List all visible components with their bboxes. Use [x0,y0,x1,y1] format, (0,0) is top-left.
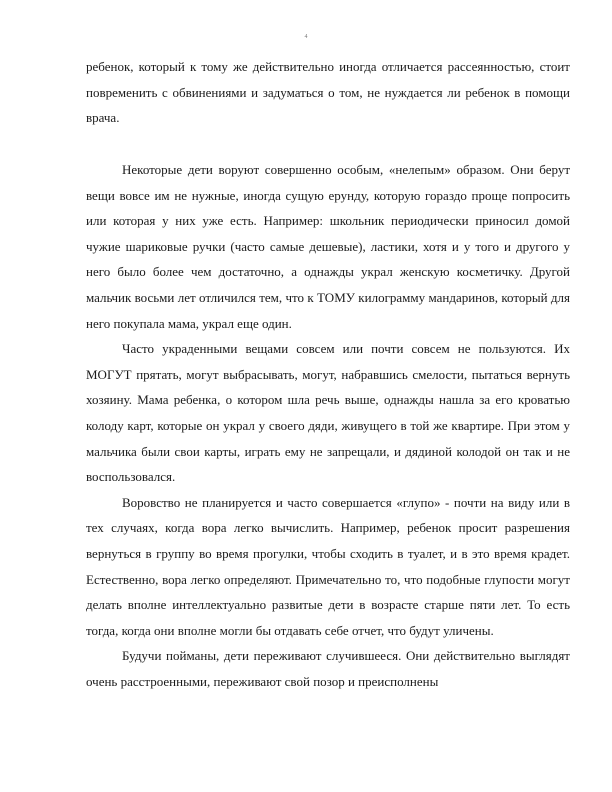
paragraph: Некоторые дети воруют совершенно особым, «нелепым» образом. Они берут вещи вовсе им не нужные, иногда сущую ерунду, которую гораздо проще попросить или которая у них уже есть. Например: школьник периодически приносил домой чужие шариковые ручки (часто самые дешевые), ластики, хотя и у того и другого у него было более чем достаточно, а однажды украл женскую косметичку. Другой мальчик восьми лет отличился тем, что к ТОМУ килограмму мандаринов, который для него покупала мама, украл еще один. [86,162,570,331]
paragraph: Часто украденными вещами совсем или почти совсем не пользуются. Их МОГУТ прятать, могут выбрасывать, могут, набравшись смелости, пытаться вернуть хозяину. Мама ребенка, о котором шла речь выше, однажды нашла за его кроватью колоду карт, которые он украл у своего дяди, живущего в той же квартире. При этом у мальчика были свои карты, играть ему не запрещали, и дядиной колодой он так и не воспользовался. [86,341,570,485]
paragraph: ребенок, который к тому же действительно иногда отличается рассеянностью, стоит повременить с обвинениями и задуматься о том, не нуждается ли ребенок в помощи врача. [86,59,570,126]
paragraph: Будучи пойманы, дети переживают случившееся. Они действительно выглядят очень расстроенными, переживают свой позор и преисполнены [86,648,570,689]
text-block-top [86,54,570,131]
page-number: 4 [304,34,308,40]
paragraph: Воровство не планируется и часто совершается «глупо» - почти на виду или в тех случаях, когда вора легко вычислить. Например, ребенок просит разрешения вернуться в группу во время прогулки, чтобы сходить в туалет, и в это время крадет. Естественно, вора легко определяют. Примечательно то, что подобные глупости могут делать вполне интеллектуально развитые дети в возрасте старше пяти лет. То есть тогда, когда они вполне могли бы отдавать себе отчет, что будут уличены. [86,494,570,638]
text-block-main [86,157,570,694]
